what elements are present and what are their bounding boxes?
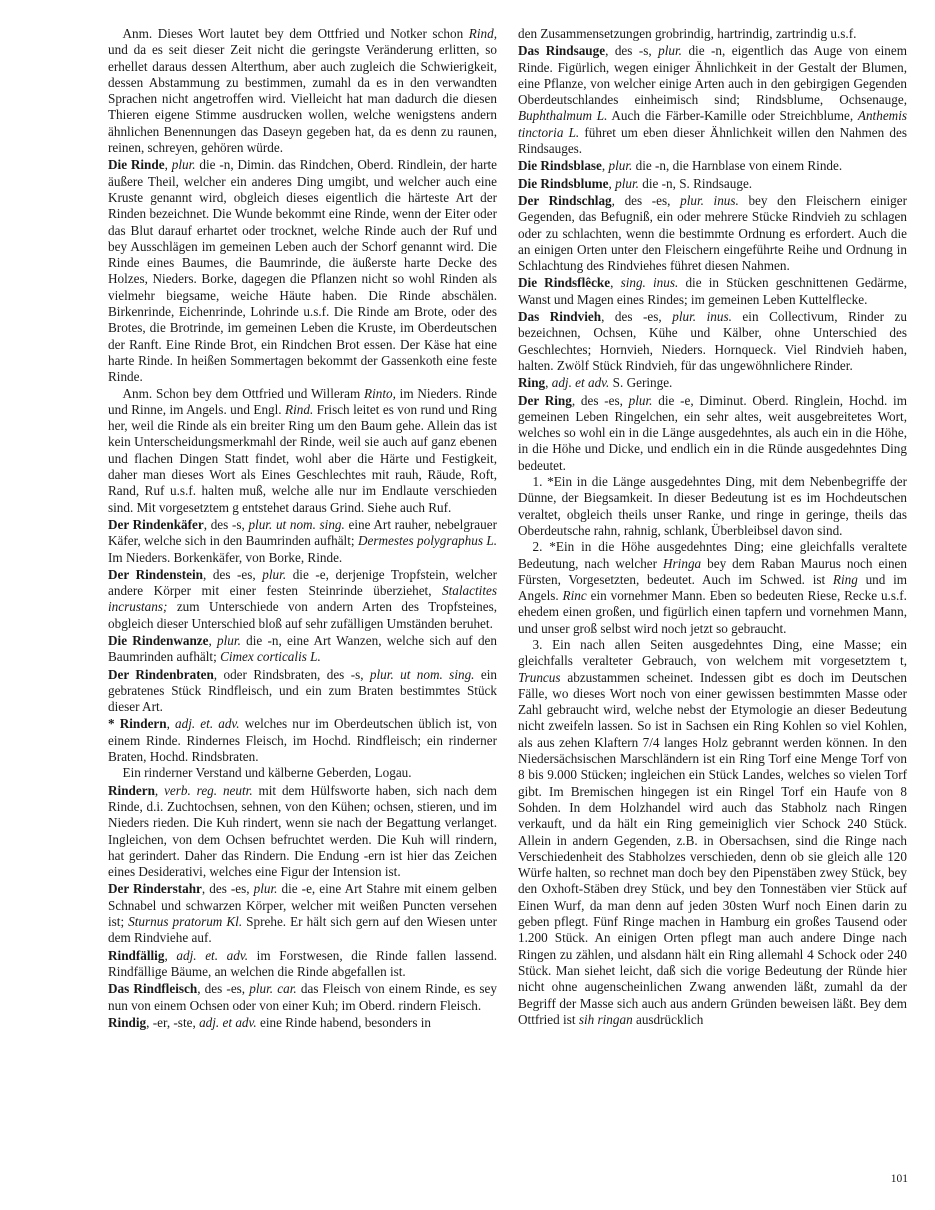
entry-text: , des -es, <box>203 566 263 582</box>
italic-term: plur. ut nom. sing. <box>248 516 345 532</box>
left-column <box>108 26 497 1031</box>
entry-text: 1. *Ein in die Länge ausgedehntes Ding, mit dem Nebenbegriffe der Dünne, der Biegsamkeit. In dieser Bedeutung ist es im Hochdeutschen veraltet, obgleich theils unser Ranke, und ringe in geringe, theils das Oberdeutsche rahn, rahnig, schlank, Überbleibsel davon sind. <box>518 474 907 538</box>
entry-text: , des -s, <box>605 43 659 59</box>
entry-text: , des -es, <box>571 392 629 408</box>
headword: Das Rindvieh <box>518 309 602 325</box>
entry-text: die -n, S. Rindsauge. <box>638 175 753 191</box>
entry-text: , des -es, <box>601 309 673 325</box>
entry-text: ausdrücklich <box>632 1011 704 1027</box>
italic-term: Rind, <box>468 26 497 41</box>
italic-term: Dermestes polygraphus L. <box>357 533 497 549</box>
entry-text: führet um eben dieser Ähnlichkeit willen den Nahmen des Rindsauges. <box>518 124 907 157</box>
annotation-paragraph <box>518 474 907 539</box>
dictionary-entry <box>518 309 907 374</box>
entry-text: die -e, eine Art Stahre mit einem gelben Schnabel und schwarzen Körper, welcher mit weißen Puncten versehen ist; <box>108 881 498 930</box>
headword: Rindig <box>108 1014 147 1030</box>
entry-text: , <box>208 632 218 648</box>
entry-text: und im Angels. <box>518 571 908 604</box>
entry-text: , <box>164 947 177 963</box>
entry-text: zum Unterschiede von andern Arten des Tropfsteines, obgleich dieser Unterschied bloß auf sehr zufälligen Umständen beruhet. <box>108 599 497 631</box>
entry-text: , des -es, <box>611 192 681 208</box>
dictionary-entry <box>108 716 497 765</box>
entry-text: die -e, Diminut. Oberd. Ringlein, Hochd. im gemeinen Leben Ringelchen, ein sehr altes, weit ausgebreitetes Wort, welches so wohl ein in die Länge ausgedehntes, als auch ein in die Höhe, in die Höhe und Dicke, und endlich ein in die Ründe ausgedehntes Ding bedeutet. <box>518 392 907 473</box>
entry-text: , <box>608 175 616 191</box>
headword: Ring <box>518 375 546 391</box>
entry-text: mit dem Hülfsworte haben, sich nach dem Rinde, d.i. Zuchtochsen, sehnen, von den Kühen; ochsen, stieren, und im Nieders rieden. Die Kuh rindert, wenn sie nach der Begattung verlanget. Ingleichen, von dem Ochsen befruchtet werden. Die Kuh will rindern, hat gerindert. Daher das Rindern. Die Endung -ern ist hier das Zeichen eines Desiderativi, welches eine Figur der Intension ist. <box>108 782 497 880</box>
italic-term: Stalactites incrustans; <box>108 583 497 615</box>
italic-term: Ring <box>832 571 858 587</box>
entry-text: ein Collectivum, Rinder zu bezeichnen, Ochsen, Kühe und Kälber, ohne Unterschied des Geschlechtes; Hornvieh, Nieders. Hornqueck. Viel Rindvieh haben, halten. Zwölf Stück Rindvieh, für das ungewöhnlichere Rinder. <box>518 309 907 373</box>
headword: * Rindern <box>108 716 167 732</box>
italic-term: adj. et adv. <box>551 375 610 391</box>
italic-term: plur. ut nom. sing. <box>369 666 475 682</box>
annotation-paragraph <box>518 637 907 1028</box>
entry-text: , des -es, <box>197 981 250 997</box>
entry-text: Im Nieders. Borkenkäfer, von Borke, Rinde. <box>108 549 343 565</box>
italic-term: verb. reg. neutr. <box>164 782 253 798</box>
dictionary-entry <box>108 981 497 1014</box>
italic-term: plur. <box>253 881 278 897</box>
italic-term: plur. car. <box>249 981 297 997</box>
italic-term: plur. <box>262 566 287 582</box>
entry-text: die -n, die Harnblase von einem Rinde. <box>632 158 843 174</box>
entry-text: die in Stücken geschnittenen Gedärme, Wanst und Magen eines Rindes; im gemeinen Leben Kuttelflecke. <box>518 275 908 307</box>
dictionary-entry <box>518 176 907 192</box>
italic-term: plur. <box>658 43 682 59</box>
entry-text: eine Rinde habend, besonders in <box>256 1014 432 1030</box>
italic-term: Cimex corticalis L. <box>220 649 321 665</box>
entry-text: ein vornehmer Mann. Eben so bedeuten Riese, Recke u.s.f. ehedem einen großen, und figürlich einen tapfern und vornehmen Mann, und unser groß selbst wird noch jetzt so gebraucht. <box>518 588 907 636</box>
headword: Die Rindenwanze <box>108 632 209 648</box>
dictionary-entry <box>108 633 497 666</box>
headword: Rindfällig <box>108 947 165 963</box>
italic-term: plur. inus. <box>672 309 732 325</box>
entry-text: , <box>610 275 621 291</box>
dictionary-entry <box>108 881 497 946</box>
dictionary-entry <box>518 275 907 308</box>
entry-text: eine Art rauher, nebelgrauer Käfer, welche sich in den Baumrinden aufhält; <box>108 516 497 549</box>
italic-term: Rinc <box>562 588 587 604</box>
headword: Die Rindsblase <box>518 158 602 174</box>
right-column <box>518 26 907 1028</box>
entry-text: im Forstwesen, die Rinde fallen lassend. Rindfällige Bäume, an welchen die Rinde abgefallen ist. <box>108 947 497 979</box>
entry-text: S. Geringe. <box>609 375 673 391</box>
headword: Die Rinde <box>108 157 165 173</box>
entry-text: 3. Ein nach allen Seiten ausgedehntes Ding, eine Masse; ein gleichfalls veralteter Gebrauch, von welchem mit vorgesetztem t, <box>518 636 907 669</box>
dictionary-entry <box>108 783 497 881</box>
italic-term: plur. <box>217 632 241 648</box>
annotation-paragraph <box>518 539 907 637</box>
entry-text: Auch die Färber-Kamille oder Streichblume, <box>607 108 858 124</box>
continued-text <box>518 26 907 42</box>
entry-text: den Zusammensetzungen grobrindig, hartrindig, zartrindig u.s.f. <box>518 26 857 41</box>
entry-text: , oder Rindsbraten, des -s, <box>213 666 370 682</box>
entry-text: das Fleisch von einem Rinde, es sey nun von einem Ochsen oder von einer Kuh; im Oberd. rindern Fleisch. <box>108 981 497 1013</box>
entry-text: , <box>154 782 165 798</box>
annotation-paragraph <box>108 765 497 781</box>
italic-term: plur. <box>171 157 196 173</box>
headword: Der Rinderstahr <box>108 881 202 897</box>
entry-text: , <box>545 375 552 391</box>
entry-text: im Nieders. Rinde und Rinne, im Angels. und Engl. <box>108 385 497 417</box>
entry-text: und da es seit dieser Zeit nicht die geringste Veränderung erlitten, so erhellet daraus dessen Alterthum, aber auch zugleich die Schwierigkeit, dessen Abstammung zu bestimmen, zumahl da es in den verwandten Sprachen nicht angetroffen wird. Vielleicht hat man dadurch die diesen Thieren eigene Stimme ausdrucken wollen, welche wenigstens andern ähnlichen Benennungen das Daseyn gegeben hat, da es denn zu raunen, reinen, schreyen, gehören würde. <box>108 42 497 156</box>
italic-term: adj. et. adv. <box>176 947 249 963</box>
italic-term: sih ringan <box>578 1011 633 1027</box>
italic-term: adj. et adv. <box>199 1014 257 1030</box>
italic-term: plur. <box>608 158 633 174</box>
entry-text: die -n, eigentlich das Auge von einem Rinde. Figürlich, wegen einiger Ähnlichkeit in der Gestalt der Blumen, eine Pflanze, von welcher einige Arten auch in den gebirgigen Gegenden Oberdeutschlandes einheimisch sind; Rindsblume, Ochsenauge, <box>518 43 907 108</box>
dictionary-entry <box>108 948 497 981</box>
dictionary-entry <box>518 193 907 274</box>
headword: Der Rindenbraten <box>108 666 214 682</box>
italic-term: plur. inus. <box>680 192 739 208</box>
italic-term: sing. inus. <box>620 275 679 291</box>
italic-term: adj. et. adv. <box>175 716 240 732</box>
headword: Die Rindsblume <box>518 175 609 191</box>
headword: Der Rindenstein <box>108 566 203 582</box>
headword: Die Rindsflêcke <box>518 275 611 291</box>
italic-term: Sturnus pratorum Kl. <box>128 914 243 930</box>
entry-text: die -e, derjenige Tropfstein, welcher andere Körper mit einer festen Steinrinde überziehet, <box>108 566 497 599</box>
entry-text: ein gebratenes Stück Rindfleisch, und ein zum Braten bestimmtes Stück dieser Art. <box>108 666 497 715</box>
entry-text: bey dem Raban Maurus noch einen Fürsten, Vorgesetzten, bedeutet. Auch im Schwed. ist <box>518 555 907 587</box>
headword: Der Ring <box>518 392 572 408</box>
dictionary-entry <box>108 1015 497 1031</box>
dictionary-entry <box>518 375 907 391</box>
italic-term: Anthemis tinctoria L. <box>518 108 907 140</box>
dictionary-page <box>108 26 908 1186</box>
entry-text: bey den Fleischern einiger Gegenden, das Befugniß, ein oder mehrere Stücke Rindvieh zu schlagen oder zu schlachten, wenn die bestimmte Ordnung es erfordert. Auch die an einigen Orten unter den Fleischern eingeführte Reihe und Ordnung in Schlachtung des Rindviehes führet diesen Nahmen. <box>518 192 907 274</box>
headword: Der Rindschlag <box>518 192 612 208</box>
dictionary-entry <box>518 43 907 157</box>
entry-text: , -er, -ste, <box>146 1014 200 1030</box>
italic-term: Buphthalmum L. <box>518 108 608 124</box>
entry-text: , des -es, <box>201 881 254 897</box>
headword: Rindern <box>108 782 155 798</box>
entry-text: Anm. Dieses Wort lautet bey dem Ottfried und Notker schon <box>122 26 469 41</box>
italic-term: Rinto, <box>364 385 396 401</box>
italic-term: Truncus <box>518 669 561 685</box>
entry-text: , des -s, <box>203 516 249 532</box>
entry-text: die -n, Dimin. das Rindchen, Oberd. Rindlein, der harte äußere Theil, welcher ein anderes Ding umgibt, und welcher auch eine Kruste genannt wird, obgleich dieses eigentlich die härteste Art der Rinden bezeichnet. Die Wunde bekommt eine Rinde, wenn der Eiter oder das Blut darauf erhartet oder trocknet, welche Rinde auch der Ruf und bey Ausschlägen im gemeinen Leben auch der Schorf genannt wird. Die Rinde eines Baumes, die Baumrinde, die äußerste harte Decke des Holzes, Nieders. Borke, dagegen die Pflanzen nicht so wohl Rinden als vielmehr biegsame, weiche Häute haben. Die Rinde abschälen. Birkenrinde, Eichenrinde, Lohrinde u.s.f. Die Rinde am Brote, oder des Brotes, die Brotrinde, im gemeinen Leben die Kruste, im Oberdeutschen der Ranft. Eine Rinde Brot, ein Rindchen Brot essen. Der Käse hat eine harte Rinde. In heißen Sommertagen bekommt der Gassenkoth eine feste Rinde. <box>108 157 498 385</box>
entry-text: , <box>166 716 176 732</box>
entry-text: , <box>601 158 609 174</box>
headword: Das Rindfleisch <box>108 981 198 997</box>
entry-text: 2. *Ein in die Höhe ausgedehntes Ding; eine gleichfalls veraltete Bedeutung, nach welcher <box>518 539 907 571</box>
entry-text: Frisch leitet es von rund und Ring her, weil die Rinde als ein breiter Ring um den Baum gehe. Allein das ist kein Unterscheidungsmerkmahl der Rinde, weil sie auch auf ganz ebenen und flachen Dingen Statt findet, wohl aber die Härte und Festigkeit, daher man dieses Wort als Eines Geschlechtes mit rauh, Räude, Roft, Rand, Ruf u.s.f. halten muß, welche alle nur im Endlaute verschieden sind. Mit vorgesetztem g entstehet daraus Grind. Siehe auch Ruf. <box>108 401 497 515</box>
dictionary-entry <box>518 158 907 174</box>
dictionary-entry <box>518 393 907 474</box>
dictionary-entry <box>108 517 497 566</box>
italic-term: plur. <box>628 392 653 408</box>
entry-text: Ein rinderner Verstand und kälberne Geberden, Logau. <box>122 765 412 781</box>
entry-text: Anm. Schon bey dem Ottfried und Willeram <box>122 385 365 401</box>
dictionary-entry <box>108 157 497 385</box>
entry-text: abzustammen scheinet. Indessen gibt es doch im Deutschen Fälle, wo dieses Wort noch von einer gewissen bestimmten Masse oder Zahl gebraucht wird, welche nebst der Etymologie an dieser Bedeutung nicht zweifeln lassen. So ist in Sachsen ein Ring Kohlen so viel Kohlen, als aus zehen Klaftern 7/4 langes Holz gebrannt werden können. In den Niedersächsischen Marschländern ist ein Ring Torf eine Menge Torf von 8 bis 9.000 Stücken; ingleichen ein Stück Landes, welches so vielen Torf gibt. Im Bremischen hingegen ist ein Ringel Torf ein Haufe von 8 Sohden. In dem Holzhandel wird auch das Stabholz nach Ringen verkauft, und da hält ein Ring gemeiniglich vier Schock 240 Stück. Allein in andern Gegenden, z.B. in Obersachsen, sind die Ringe nach Verschiedenheit des Stabholzes verschieden, denn ob sie gleich alle 120 Würfe halten, so rechnet man doch bey den Pipenstäben zwey Stück, bey den Oxhoft-Stäben drey Stück, und bey den Tonnestäben vier Stück auf Einen Wurf, da man denn auf jeden 30sten Wurf noch Einen darin zu geben pflegt. Fünf Ringe machen in Hamburg ein großes Tausend oder 1.200 Stück. An einigen Orten pflegt man auch andere Dinge nach Ringen zu zählen, und alsdann hält ein Ring allemahl 4 Schock oder 240 Stück. Man siehet leicht, daß sich die vorige Bedeutung der Ründe hier nicht ohne augenscheinlichen Zwang anwenden läßt, zumahl da der Begriff der Masse sich auch aus andern Gründen beweisen läßt. Bey dem Ottfried ist <box>518 669 907 1027</box>
entry-text: welches nur im Oberdeutschen üblich ist, von einem Rinde. Rindernes Fleisch, im Hochd. Rindfleisch; ein rinderner Braten, Hochd. Rindsbraten. <box>108 716 497 765</box>
italic-term: plur. <box>615 175 639 191</box>
dictionary-entry <box>108 567 497 632</box>
entry-text: Sprehe. Er hält sich gern auf den Wiesen unter dem Rindviehe auf. <box>108 914 498 946</box>
entry-text: , <box>164 157 172 173</box>
entry-text: die -n, eine Art Wanzen, welche sich auf den Baumrinden aufhält; <box>108 632 497 665</box>
italic-term: Hringa <box>663 555 702 571</box>
headword: Das Rindsauge <box>518 43 606 59</box>
headword: Der Rindenkäfer <box>108 516 204 532</box>
italic-term: Rind. <box>285 401 314 417</box>
dictionary-entry <box>108 667 497 716</box>
annotation-paragraph <box>108 26 497 156</box>
page-number: 101 <box>890 1173 908 1185</box>
annotation-paragraph <box>108 386 497 516</box>
